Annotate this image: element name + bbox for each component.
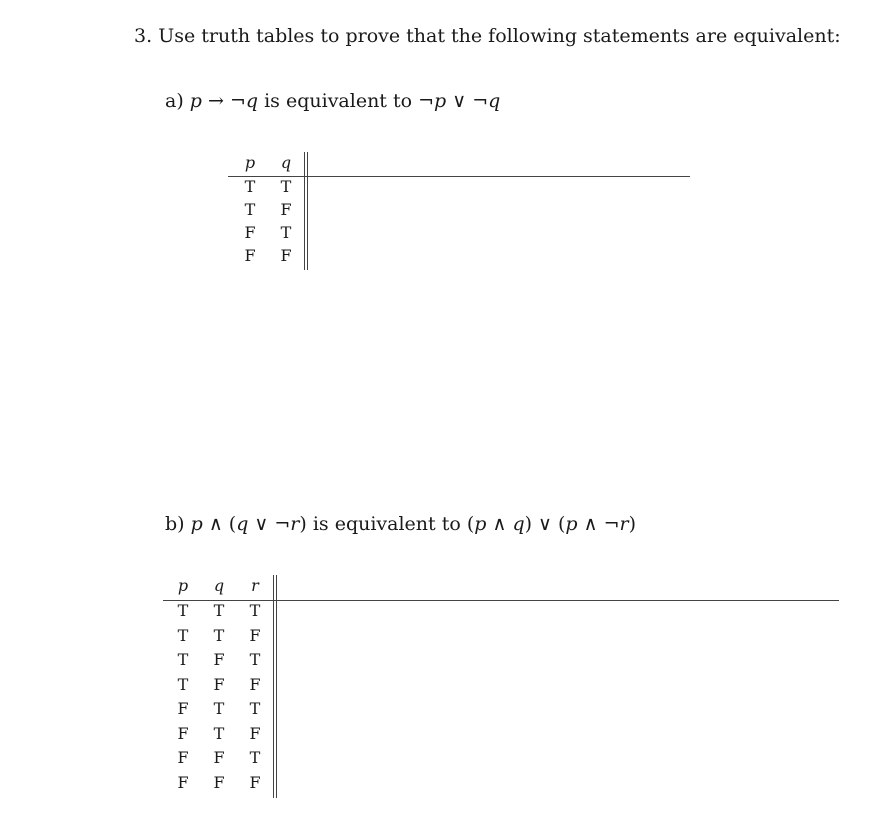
truth-table-b [167, 575, 847, 797]
table-cell: F [213, 650, 225, 669]
table-cell: T [177, 625, 189, 645]
part-b-s2-r: r [619, 513, 629, 535]
header-cell-p: p [244, 153, 256, 172]
part-a-lhs-arrow: → ¬ [201, 90, 246, 112]
table-cell: T [249, 650, 261, 669]
part-a-rhs-not: ¬ [418, 90, 435, 112]
part-b-s2-p1: p [474, 513, 487, 535]
part-b-s1-mid: ∨ ¬ [248, 513, 291, 535]
table-cell: T [280, 177, 292, 196]
table-cell: F [249, 674, 261, 694]
part-b-s2-open: ( [466, 513, 475, 535]
part-b-s2-q: q [512, 513, 525, 535]
part-a-label: a) [165, 90, 184, 112]
problem-number: 3. [134, 25, 153, 47]
table-cell: T [177, 601, 189, 620]
table-cell: T [249, 601, 261, 620]
table-cell: F [249, 625, 261, 645]
table-cell: F [213, 674, 225, 694]
table-double-rule-1 [304, 152, 305, 270]
part-b-s1-open: ∧ ( [202, 513, 237, 535]
table-cell: T [249, 748, 261, 767]
table-cell: T [244, 177, 256, 196]
part-b-connector: is equivalent to [306, 513, 467, 535]
part-b-s2-close: ) [628, 513, 637, 535]
table-cell: T [213, 699, 225, 718]
table-cell: F [244, 246, 256, 265]
table-cell: F [213, 748, 225, 767]
problem-heading [134, 24, 841, 48]
table-cell: F [177, 748, 189, 767]
table-cell: T [213, 601, 225, 620]
part-a-rhs-p: p [434, 90, 447, 112]
table-double-rule-2 [307, 152, 308, 270]
table-double-rule-2 [276, 575, 277, 798]
table-cell: T [177, 674, 189, 694]
table-cell: F [244, 223, 256, 242]
table-cell: F [213, 772, 225, 792]
table-cell: T [280, 223, 292, 242]
part-a-rhs-q: q [488, 90, 501, 112]
table-cell: F [177, 772, 189, 792]
table-cell: T [213, 625, 225, 645]
part-b-s2-and1: ∧ [486, 513, 513, 535]
problem-text: Use truth tables to prove that the following statements are equivalent: [158, 25, 841, 47]
part-a-statement [165, 89, 500, 113]
part-b-s2-mid: ) ∨ ( [524, 513, 566, 535]
table-cell: F [280, 246, 292, 265]
table-cell: F [177, 723, 189, 743]
table-header-rule [163, 600, 839, 601]
part-b-s1-r: r [290, 513, 300, 535]
header-cell-p: p [177, 576, 189, 595]
table-cell: F [280, 200, 292, 219]
table-cell: T [249, 699, 261, 718]
table-cell: F [249, 772, 261, 792]
table-double-rule-1 [273, 575, 274, 798]
part-b-statement [165, 512, 636, 536]
table-cell: T [213, 723, 225, 743]
header-cell-r: r [251, 576, 259, 595]
part-b-s2-p2: p [565, 513, 578, 535]
part-a-connector: is equivalent to [258, 90, 419, 112]
part-b-s1-q: q [236, 513, 249, 535]
part-b-label: b) [165, 513, 185, 535]
header-cell-q: q [280, 153, 292, 172]
part-b-s1-p: p [190, 513, 203, 535]
table-cell: F [177, 699, 189, 718]
table-cell: F [249, 723, 261, 743]
table-cell: T [177, 650, 189, 669]
part-a-lhs-q: q [245, 90, 259, 112]
table-header-rule [228, 176, 690, 177]
header-cell-q: q [213, 576, 225, 595]
part-a-rhs-or: ∨ ¬ [446, 90, 489, 112]
table-cell: T [244, 200, 256, 219]
truth-table-a [236, 152, 696, 276]
part-b-s2-and2: ∧ ¬ [577, 513, 620, 535]
part-a-lhs-p: p [189, 90, 202, 112]
part-b-s1-close: ) [299, 513, 307, 535]
